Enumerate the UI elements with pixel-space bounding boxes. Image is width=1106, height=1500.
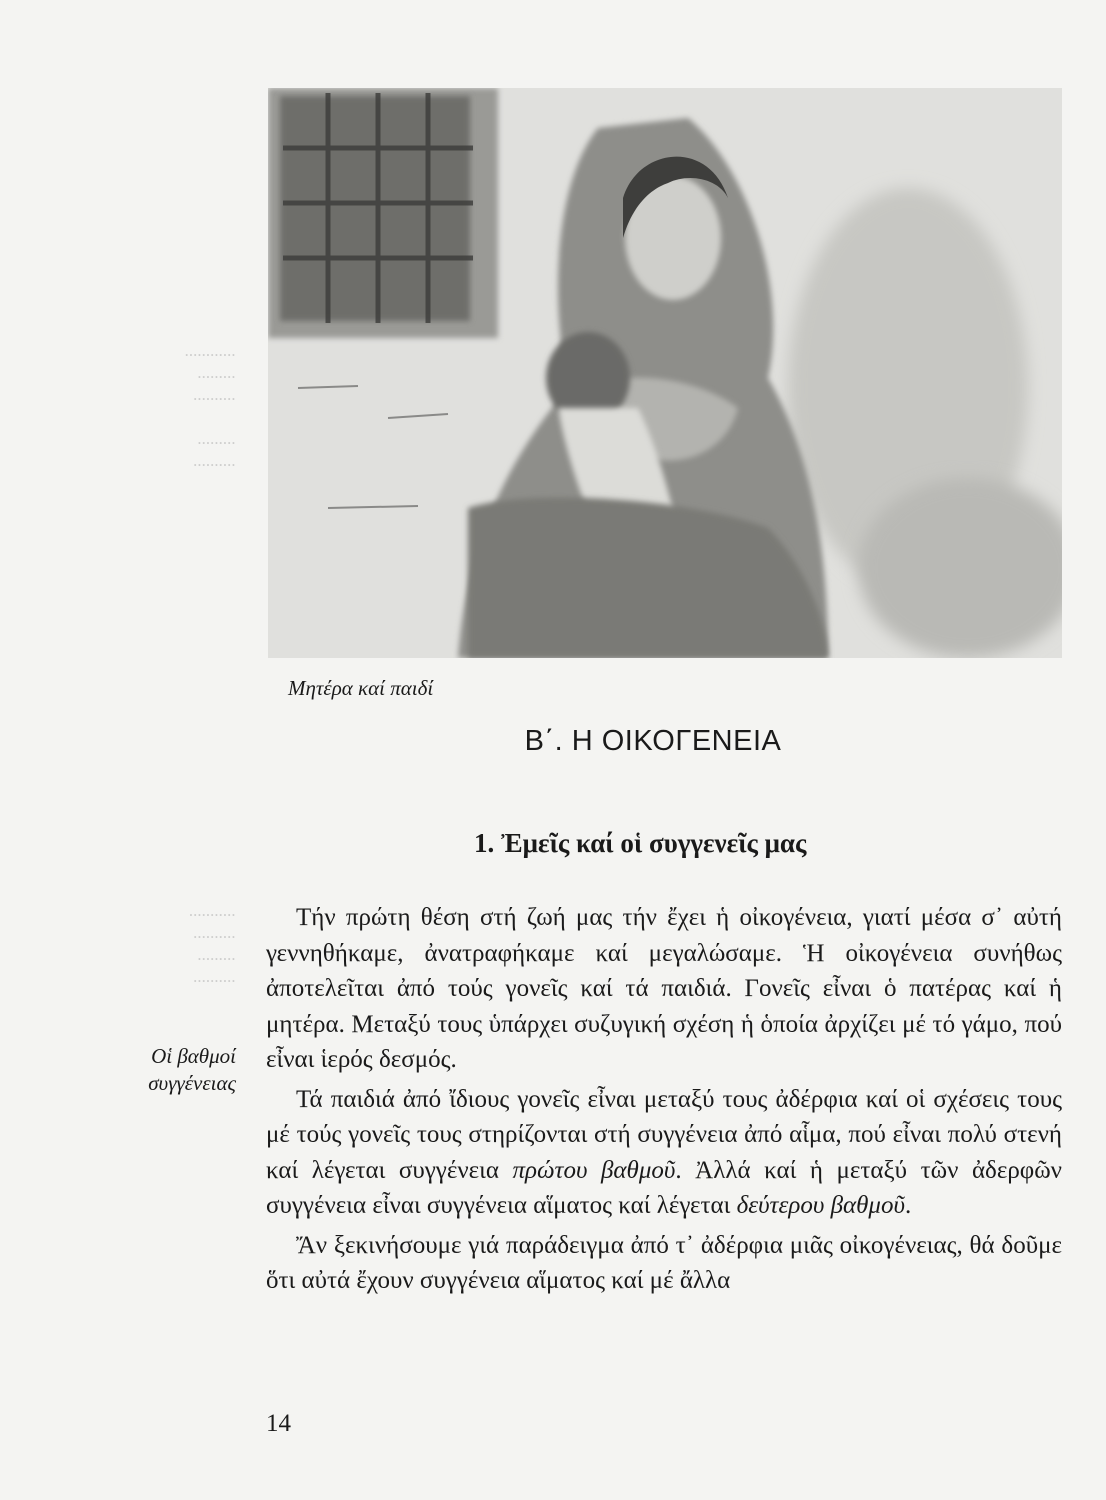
paragraph-3: Ἄν ξεκινήσουμε γιά παράδειγμα ἀπό τ᾽ ἀδέρφια μιᾶς οἰκογένειας, θά δοῦμε ὅτι αὐτά ἔχουν συγγένεια αἵματος καί μέ ἄλλα (266, 1231, 1062, 1294)
section-title: Β΄. Η ΟΙΚΟΓΕΝΕΙΑ (524, 725, 782, 757)
page-number: 14 (266, 1410, 291, 1437)
illustration-caption: Μητέρα καί παιδί (288, 676, 434, 700)
margin-note-line1: Οἱ βαθμοί (151, 1044, 236, 1068)
mother-child-illustration (268, 88, 1062, 658)
bleed-through-margin-note: ............ ......... .......... ......... .......... (185, 341, 236, 470)
paragraph-2-emphasis-1: πρώτου βαθμοῦ (512, 1156, 676, 1184)
body-text (266, 900, 1062, 1303)
paragraph-2-part-c: . (904, 1192, 912, 1219)
paragraph-2-part-b: . Ἀλλά καί ἡ μεταξύ τῶν ἀδερφῶν συγγένεια εἶναι συγγένεια αἵματος καί λέγεται (266, 1156, 1062, 1219)
paragraph-2 (266, 1082, 1062, 1224)
paragraph-2-emphasis-2: δεύτερου βαθμοῦ (736, 1192, 905, 1219)
paragraph-1: Τήν πρώτη θέση στή ζωή μας τήν ἔχει ἡ οἰκογένεια, γιατί μέσα σ᾽ αὐτή γεννηθήκαμε, ἀνατραφήκαμε καί μεγαλώσαμε. Ἡ οἰκογένεια συνήθως ἀποτελεῖται ἀπό τούς γονεῖς καί τά παιδιά. Γονεῖς εἶναι ὁ πατέρας καί ἡ μητέρα. Μεταξύ τους ὑπάρχει συζυγική σχέση ἡ ὁποία ἀρχίζει μέ τό γάμο, πού εἶναι ἱερός δεσμός. (266, 904, 1062, 1073)
illustration-svg (268, 88, 1062, 658)
paragraph-2-part-a: Τά παιδιά ἀπό ἴδιους γονεῖς εἶναι μεταξύ τους ἀδέρφια καί οἱ σχέσεις τους μέ τούς γονεῖς τους στηρίζονται στή συγγένεια ἀπό αἷμα, πού εἶναι πολύ στενή καί λέγεται συγγένεια (266, 1085, 1062, 1184)
margin-note (100, 1043, 236, 1097)
bleed-through-margin-note-2: ........... .......... ......... .......... (189, 901, 236, 986)
subsection-title: 1. Ἐμεῖς καί οἱ συγγενεῖς μας (474, 828, 807, 858)
margin-note-line2: συγγένειας (148, 1071, 236, 1095)
